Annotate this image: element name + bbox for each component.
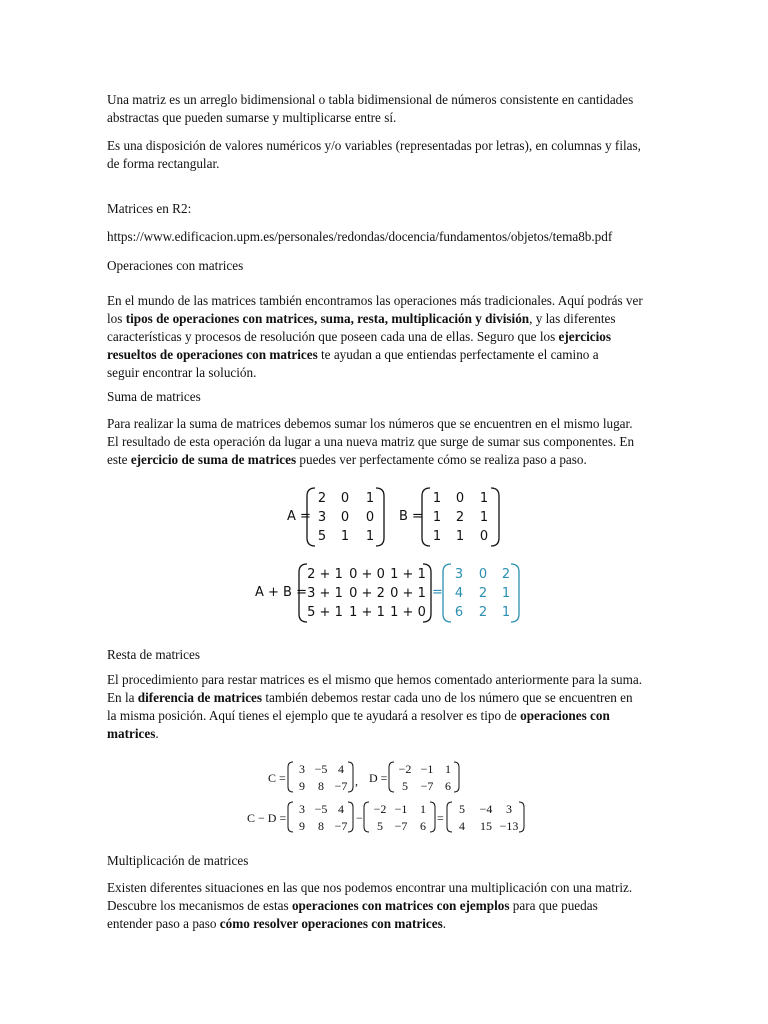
matrix-sum-result-cell: 6 bbox=[454, 605, 464, 620]
intro-paragraph-2: Es una disposición de valores numéricos y/o variables (representadas por letras), en columnas y filas, de forma rectangular. bbox=[107, 138, 641, 171]
matrix-b-cell: 1 bbox=[479, 491, 489, 506]
svg-text:,: , bbox=[355, 774, 358, 788]
matrix-a-cell: 2 bbox=[317, 491, 327, 506]
matrix-sum-result-cell: 4 bbox=[454, 586, 464, 601]
matrix-d-cell: −2 bbox=[398, 762, 412, 776]
matrix-d-repeat-cell: 5 bbox=[377, 819, 383, 833]
matrix-sum-expr-cell: 1 + 1 bbox=[349, 605, 385, 620]
matrix-c-cell: 4 bbox=[338, 762, 344, 776]
matrix-d-repeat-cell: −1 bbox=[394, 802, 408, 816]
matrix-a-cell: 1 bbox=[365, 491, 375, 506]
svg-text:=: = bbox=[437, 811, 444, 825]
matrix-b-cell: 0 bbox=[479, 529, 489, 544]
matrix-sum-expr-cell: 0 + 0 bbox=[349, 567, 385, 582]
matrix-d-repeat-cell: 6 bbox=[420, 819, 426, 833]
matrix-a-cell: 3 bbox=[317, 510, 327, 525]
matrix-diff-result-cell: 5 bbox=[459, 802, 465, 816]
matrix-d-cell: 1 bbox=[445, 762, 451, 776]
matrix-sum-expr-cell: 5 + 1 bbox=[307, 605, 343, 620]
matrix-d-repeat-cell: −7 bbox=[394, 819, 408, 833]
matrix-b-cell: 1 bbox=[432, 510, 442, 525]
matrix-c-cell: −5 bbox=[314, 762, 328, 776]
matrix-d-cell: 6 bbox=[445, 779, 451, 793]
operaciones-heading: Operaciones con matrices bbox=[107, 258, 244, 273]
matrix-d-repeat-cell: 1 bbox=[420, 802, 426, 816]
matrix-d-repeat-cell: −2 bbox=[373, 802, 387, 816]
matrix-a-cell: 1 bbox=[365, 529, 375, 544]
svg-text:−: − bbox=[356, 811, 363, 825]
label-c: C = bbox=[268, 771, 286, 785]
matrix-b-cell: 1 bbox=[432, 529, 442, 544]
matrix-sum-expr-cell: 2 + 1 bbox=[307, 567, 343, 582]
matrix-c-repeat-cell: −7 bbox=[334, 819, 348, 833]
matrix-diff-result-cell: −4 bbox=[479, 802, 493, 816]
matrix-sum-result-cell: 2 bbox=[501, 567, 511, 582]
matrix-sum-expr-cell: 1 + 0 bbox=[390, 605, 426, 620]
resta-figure bbox=[247, 757, 527, 837]
matrix-c-repeat-cell: 8 bbox=[318, 819, 324, 833]
matrix-c-cell: 3 bbox=[299, 762, 305, 776]
resta-paragraph: El procedimiento para restar matrices es el mismo que hemos comentado anteriormente para la suma. En la diferencia de matrices también debemos restar cada uno de los número que se encuentren en la misma posición. Aquí tienes el ejemplo que te ayudará a resolver es tipo de operaciones con matrices. bbox=[107, 672, 642, 741]
matrix-diff-result-cell: 4 bbox=[459, 819, 465, 833]
matrix-sum-expr-cell: 0 + 2 bbox=[349, 586, 385, 601]
matrix-a-cell: 5 bbox=[317, 529, 327, 544]
matrix-sum-result-cell: 2 bbox=[478, 605, 488, 620]
matrix-c-cell: 8 bbox=[318, 779, 324, 793]
matrix-c-repeat-cell: 4 bbox=[338, 802, 344, 816]
matrix-b-cell: 1 bbox=[432, 491, 442, 506]
matrix-a-cell: 1 bbox=[340, 529, 350, 544]
suma-heading: Suma de matrices bbox=[107, 389, 201, 404]
label-cd: C − D = bbox=[247, 811, 287, 825]
matrix-b-cell: 1 bbox=[479, 510, 489, 525]
matrix-sum-result-cell: 2 bbox=[478, 586, 488, 601]
eq-sign: = bbox=[432, 585, 443, 600]
r2-url[interactable]: https://www.edificacion.upm.es/personales/redondas/docencia/fundamentos/objetos/tema8b.pdf bbox=[107, 229, 613, 244]
matrix-sum-result-cell: 0 bbox=[478, 567, 488, 582]
matrix-a-cell: 0 bbox=[365, 510, 375, 525]
matrix-diff-result-cell: −13 bbox=[499, 819, 519, 833]
matrix-b-cell: 0 bbox=[455, 491, 465, 506]
matrix-diff-result-cell: 3 bbox=[506, 802, 512, 816]
matrix-sum-expr-cell: 3 + 1 bbox=[307, 586, 343, 601]
matrix-d-cell: −1 bbox=[420, 762, 434, 776]
matrix-b-cell: 1 bbox=[455, 529, 465, 544]
suma-figure bbox=[255, 480, 520, 630]
matrix-b-cell: 2 bbox=[455, 510, 465, 525]
r2-heading: Matrices en R2: bbox=[107, 201, 192, 216]
matrix-a-cell: 0 bbox=[340, 510, 350, 525]
intro-paragraph-1: Una matriz es un arreglo bidimensional o tabla bidimensional de números consistente en cantidades abstractas que pueden sumarse y multiplicarse entre sí. bbox=[107, 92, 634, 125]
matrix-c-cell: −7 bbox=[334, 779, 348, 793]
matrix-d-cell: −7 bbox=[420, 779, 434, 793]
matrix-sum-expr-cell: 0 + 1 bbox=[390, 586, 426, 601]
matrix-c-repeat-cell: 9 bbox=[299, 819, 305, 833]
matrix-sum-result-cell: 3 bbox=[454, 567, 464, 582]
matrix-a-cell: 0 bbox=[340, 491, 350, 506]
matrix-c-repeat-cell: −5 bbox=[314, 802, 328, 816]
label-sum: A + B = bbox=[255, 585, 307, 600]
multiplicacion-heading: Multiplicación de matrices bbox=[107, 853, 249, 868]
label-d: D = bbox=[369, 771, 388, 785]
matrix-sum-result-cell: 1 bbox=[501, 586, 511, 601]
multiplicacion-paragraph: Existen diferentes situaciones en las que nos podemos encontrar una multiplicación con una matriz. Descubre los mecanismos de estas operaciones con matrices con ejemplos para que puedas entender paso a paso cómo resolver operaciones con matrices. bbox=[107, 880, 633, 931]
matrix-sum-expr-cell: 1 + 1 bbox=[390, 567, 426, 582]
matrix-sum-result-cell: 1 bbox=[501, 605, 511, 620]
matrix-d-cell: 5 bbox=[402, 779, 408, 793]
label-b: B = bbox=[399, 509, 423, 524]
matrix-diff-result-cell: 15 bbox=[480, 819, 492, 833]
matrix-c-repeat-cell: 3 bbox=[299, 802, 305, 816]
label-a: A = bbox=[287, 509, 311, 524]
suma-paragraph: Para realizar la suma de matrices debemos sumar los números que se encuentren en el mismo lugar. El resultado de esta operación da lugar a una nueva matriz que surge de sumar sus componentes. En este ejercicio de suma de matrices puedes ver perfectamente cómo se realiza paso a paso. bbox=[107, 416, 635, 467]
matrix-c-cell: 9 bbox=[299, 779, 305, 793]
resta-heading: Resta de matrices bbox=[107, 647, 201, 662]
operaciones-paragraph: En el mundo de las matrices también encontramos las operaciones más tradicionales. Aquí podrás ver los tipos de operaciones con matrices, suma, resta, multiplicación y división, y las diferentes características y procesos de resolución que poseen cada una de ellas. Seguro que los ejercicios resueltos de operaciones con matrices te ayudan a que entiendas perfectamente el camino a seguir encontrar la solución. bbox=[107, 293, 643, 380]
